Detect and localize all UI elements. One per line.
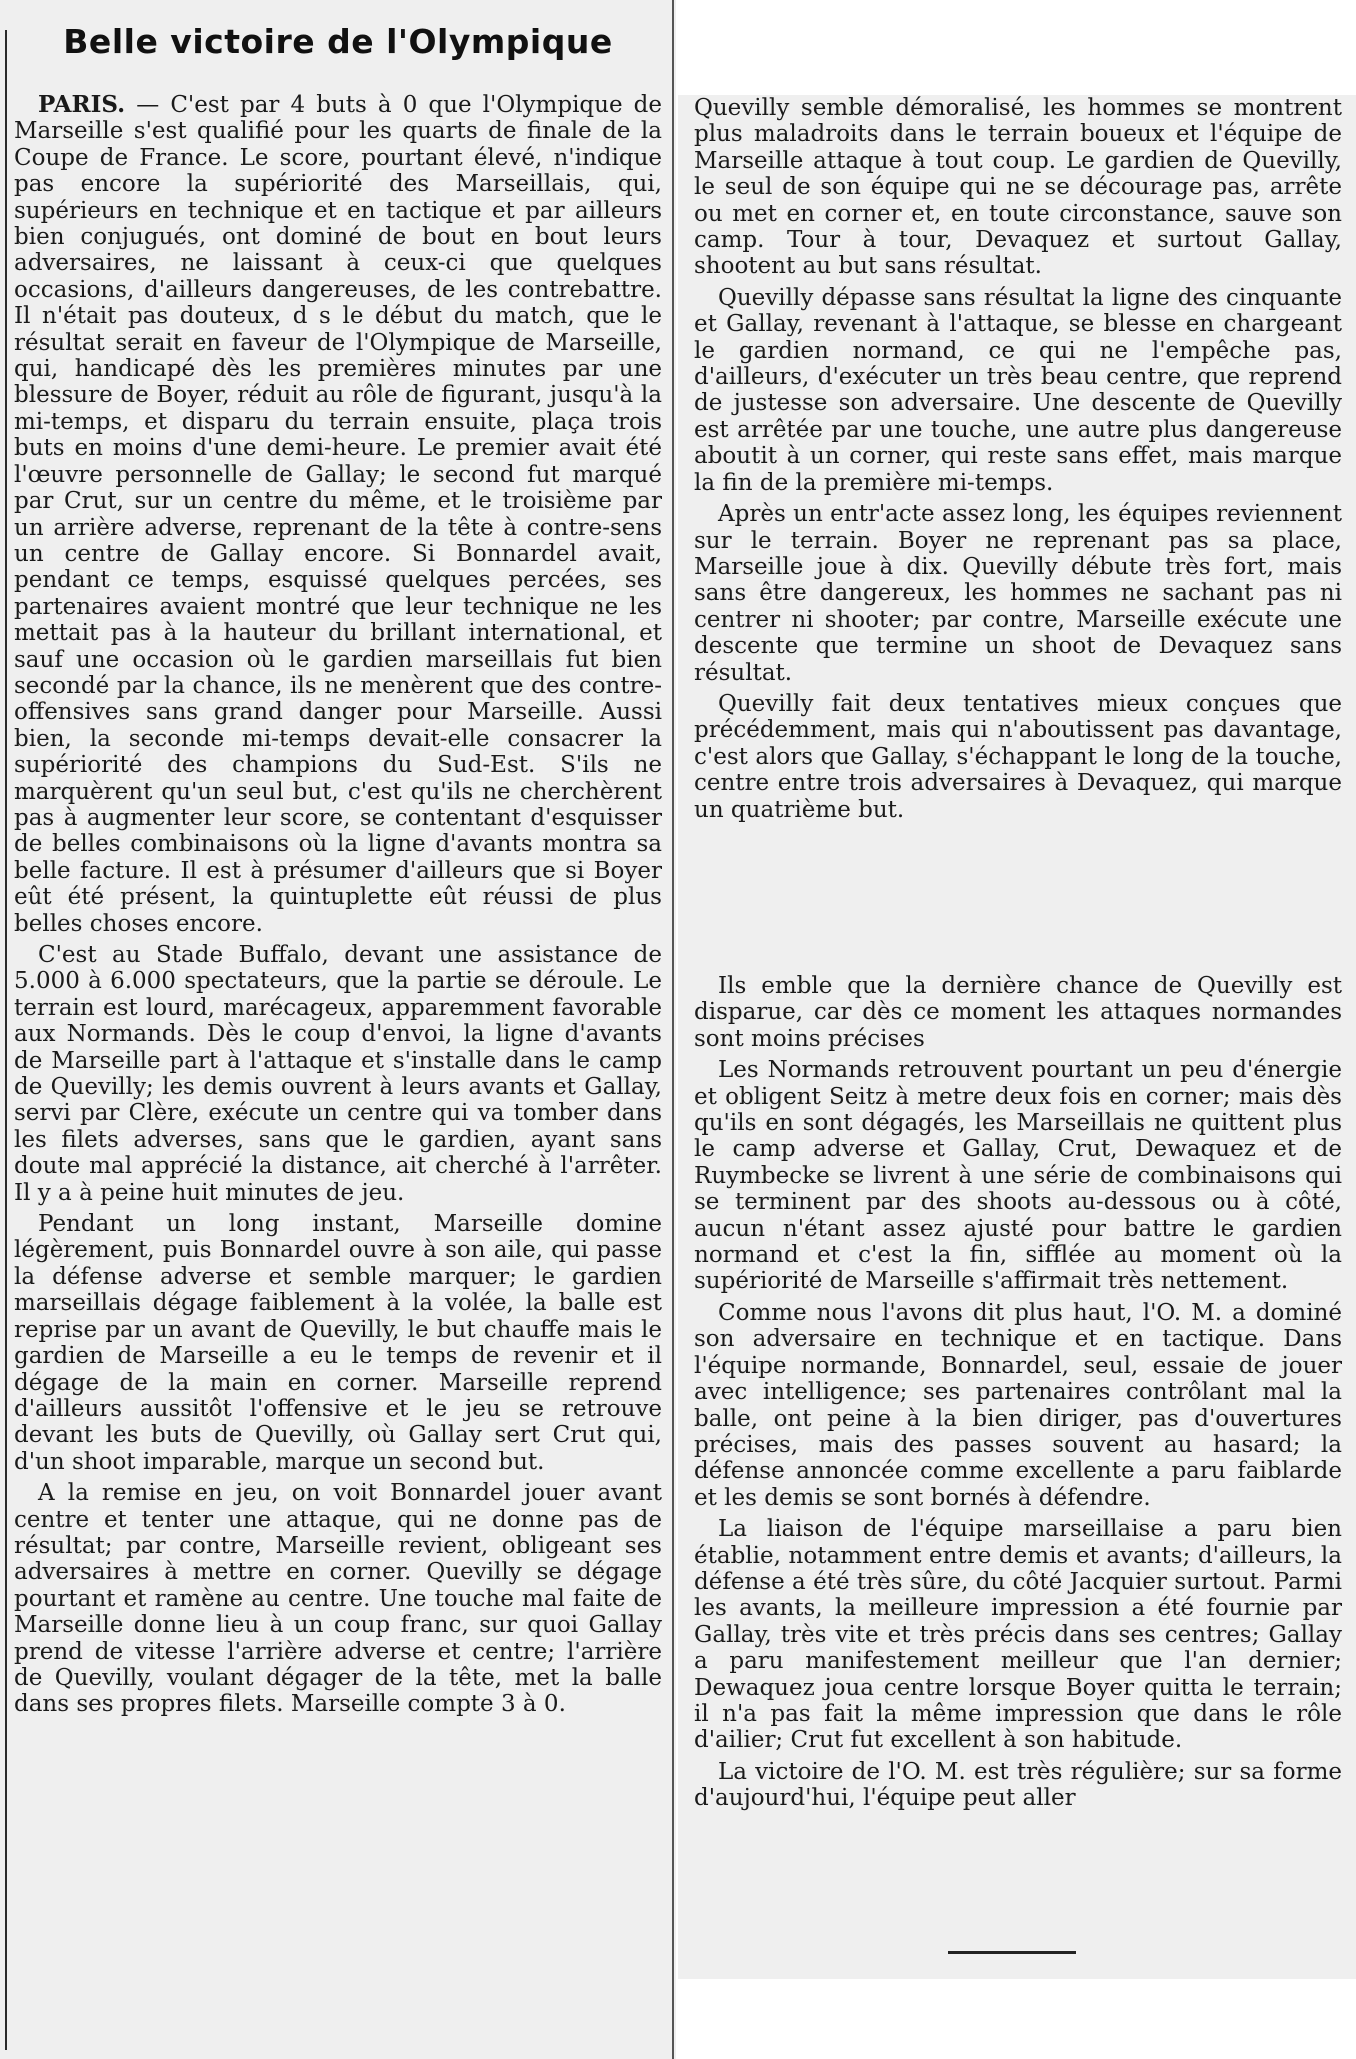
paragraph: Pendant un long instant, Marseille domine légèrement, puis Bonnardel ouvre à son aile, qui passe la défense adverse et semble marquer; le gardien marseillais dégage faiblement à la volée, la balle est reprise par un avant de Quevilly, le but chauffe mais le gardien de Marseille a eu le temps de revenir et il dégage de la main en corner. Marseille reprend d'ailleurs aussitôt l'offensive et le jeu se retrouve devant les buts de Quevilly, où Gallay sert Crut qui, d'un shoot imparable, marque un second but. <box>14 1211 662 1475</box>
paragraph: Ils emble que la dernière chance de Quevilly est disparue, car dès ce moment les attaques normandes sont moins précises <box>694 973 1342 1052</box>
left-column-text <box>14 92 662 1723</box>
paragraph: La liaison de l'équipe marseillaise a paru bien établie, notamment entre demis et avants; d'ailleurs, la défense a été très sûre, du côté Jacquier surtout. Parmi les avants, la meilleure impression a été fournie par Gallay, très vite et très précis dans ses centres; Gallay a paru manifestement meilleur que l'an dernier; Dewaquez joua centre lorsque Boyer quitta le terrain; il n'a pas fait la même impression que dans le rôle d'ailier; Crut fut excellent à son habitude. <box>694 1516 1342 1754</box>
article-end-rule <box>948 1951 1076 1954</box>
dateline: PARIS. <box>38 91 126 118</box>
article-headline: Belle victoire de l'Olympique <box>63 22 613 61</box>
column-rule-left <box>5 30 7 2050</box>
column-rule-right <box>672 0 674 2059</box>
paragraph <box>14 92 662 937</box>
paragraph-text: — C'est par 4 buts à 0 que l'Olympique de Marseille s'est qualifié pour les quarts de finale de la Coupe de France. Le score, pourtant élevé, n'indique pas encore la supériorité des Marseillais, qui, supérieurs en technique et en tactique et par ailleurs bien conjugués, ont dominé de bout en bout leurs adversaires, ne laissant à ceux-ci que quelques occasions, d'ailleurs dangereuses, de les contrebattre. Il n'était pas douteux, d s le début du match, que le résultat serait en faveur de l'Olympique de Marseille, qui, handicapé dès les premières minutes par une blessure de Boyer, réduit au rôle de figurant, jusqu'à la mi-temps, et disparu du terrain ensuite, plaça trois buts en moins d'une demi-heure. Le premier avait été l'œuvre personnelle de Gallay; le second fut marqué par Crut, sur un centre du même, et le troisième par un arrière adverse, reprenant de la tête à contre-sens un centre de Gallay encore. Si Bonnardel avait, pendant ce temps, esquissé quelques percées, ses partenaires avaient montré que leur technique ne les mettait pas à la hauteur du brillant international, et sauf une occasion où le gardien marseillais fut bien secondé par la chance, ils ne menèrent que des contre-offensives sans grand danger pour Marseille. Aussi bien, la seconde mi-temps devait-elle consacrer la supériorité des champions du Sud-Est. S'ils ne marquèrent qu'un seul but, c'est qu'ils ne cherchèrent pas à augmenter leur score, se contentant d'esquisser de belles combinaisons où la ligne d'avants montra sa belle facture. Il est à présumer d'ailleurs que si Boyer eût été présent, la quintuplette eût réussi de plus belles choses encore. <box>14 92 662 937</box>
right-top-column-text <box>694 95 1342 828</box>
paragraph: Quevilly dépasse sans résultat la ligne des cinquante et Gallay, revenant à l'attaque, se blesse en chargeant le gardien normand, ce qui ne l'empêche pas, d'ailleurs, d'exécuter un très beau centre, que reprend de justesse son adversaire. Une descente de Quevilly est arrêtée par une touche, une autre plus dangereuse aboutit à un corner, qui reste sans effet, mais marque la fin de la première mi-temps. <box>694 284 1342 496</box>
right-top-column-clipping <box>678 95 1356 973</box>
right-bottom-column-text <box>694 973 1342 1817</box>
paragraph: La victoire de l'O. M. est très régulière; sur sa forme d'aujourd'hui, l'équipe peut aller <box>694 1758 1342 1812</box>
paragraph: Quevilly semble démoralisé, les hommes se montrent plus maladroits dans le terrain boueux et l'équipe de Marseille attaque à tout coup. Le gardien de Quevilly, le seul de son équipe qui ne se décourage pas, arrête ou met en corner et, en toute circonstance, sauve son camp. Tour à tour, Devaquez et surtout Gallay, shootent au but sans résultat. <box>694 95 1342 280</box>
paragraph: Les Normands retrouvent pourtant un peu d'énergie et obligent Seitz à metre deux fois en corner; mais dès qu'ils en sont dégagés, les Marseillais ne quittent plus le camp adverse et Gallay, Crut, Dewaquez et de Ruymbecke se livrent à une série de combinaisons qui se terminent par des shoots au-dessous ou à côté, aucun n'étant assez ajusté pour battre le gardien normand et c'est la fin, sifflée au moment où la supériorité de Marseille s'affirmait très nettement. <box>694 1057 1342 1295</box>
paragraph: A la remise en jeu, on voit Bonnardel jouer avant centre et tenter une attaque, qui ne donne pas de résultat; par contre, Marseille revient, obligeant ses adversaires à mettre en corner. Quevilly se dégage pourtant et ramène au centre. Une touche mal faite de Marseille donne lieu à un coup franc, sur quoi Gallay prend de vitesse l'arrière adverse et centre; l'arrière de Quevilly, voulant dégager de la tête, met la balle dans ses propres filets. Marseille compte 3 à 0. <box>14 1480 662 1718</box>
paragraph: Comme nous l'avons dit plus haut, l'O. M. a dominé son adversaire en technique et en tactique. Dans l'équipe normande, Bonnardel, seul, essaie de jouer avec intelligence; ses partenaires contrôlant mal la balle, ont peine à la bien diriger, pas d'ouvertures précises, mais des passes souvent au hasard; la défense annoncée comme excellente a paru faiblarde et les demis se sont bornés à défendre. <box>694 1299 1342 1511</box>
paragraph: C'est au Stade Buffalo, devant une assistance de 5.000 à 6.000 spectateurs, que la partie se déroule. Le terrain est lourd, marécageux, apparemment favorable aux Normands. Dès le coup d'envoi, la ligne d'avants de Marseille part à l'attaque et s'installe dans le camp de Quevilly; les demis ouvrent à leurs avants et Gallay, servi par Clère, exécute un centre qui va tomber dans les filets adverses, sans que le gardien, ayant sans doute mal apprécié la distance, ait cherché à l'arrêter. Il y a à peine huit minutes de jeu. <box>14 942 662 1206</box>
paragraph: Après un entr'acte assez long, les équipes reviennent sur le terrain. Boyer ne reprenant pas sa place, Marseille joue à dix. Quevilly débute très fort, mais sans être dangereux, les hommes ne sachant pas ni centrer ni shooter; par contre, Marseille exécute une descente que termine un shoot de Devaquez sans résultat. <box>694 501 1342 686</box>
left-column-clipping <box>0 0 676 2059</box>
right-bottom-column-clipping <box>678 973 1356 1979</box>
paragraph: Quevilly fait deux tentatives mieux conçues que précédemment, mais qui n'aboutissent pas davantage, c'est alors que Gallay, s'échappant le long de la touche, centre entre trois adversaires à Devaquez, qui marque un quatrième but. <box>694 690 1342 823</box>
